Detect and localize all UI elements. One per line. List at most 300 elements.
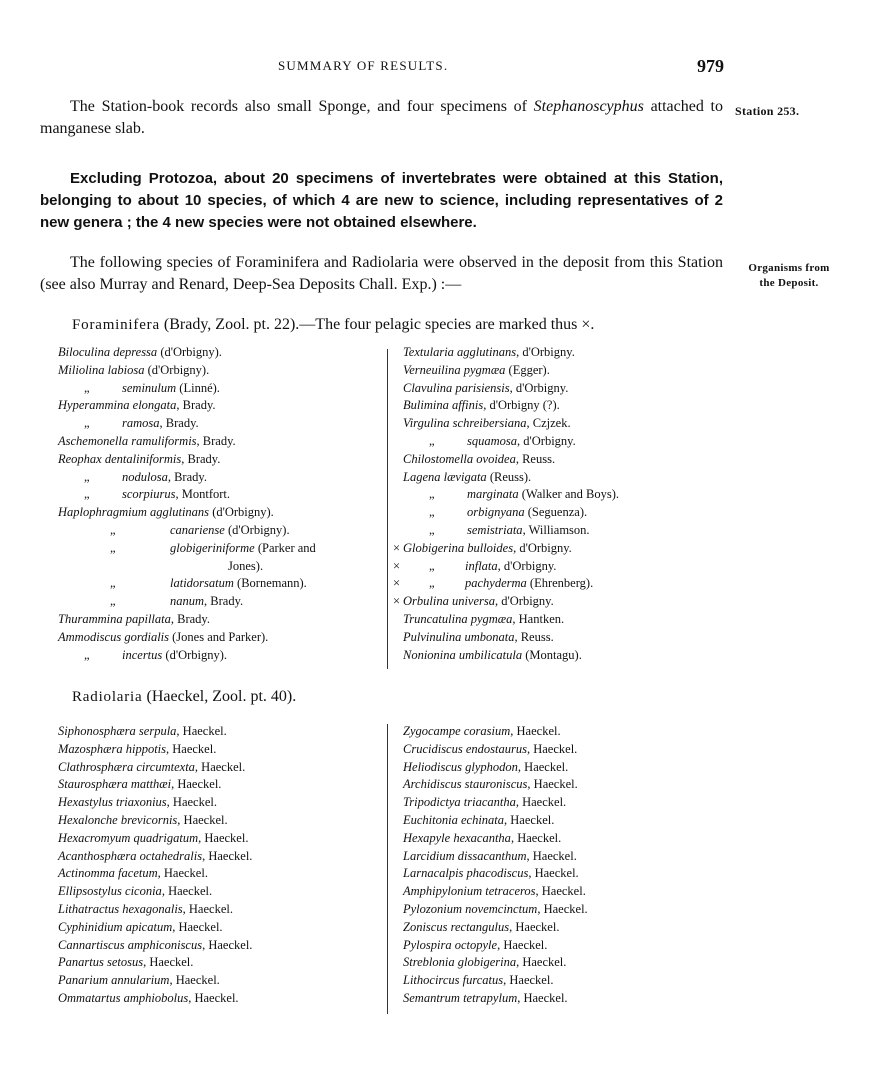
species-text (403, 648, 582, 663)
species-entry (403, 777, 703, 795)
species-author: (Egger). (505, 362, 550, 377)
species-name: Euchitonia echinata (403, 812, 505, 827)
species-text (403, 724, 561, 739)
species-author: (d'Orbigny). (162, 647, 228, 662)
species-text (170, 594, 243, 609)
species-entry (58, 594, 374, 612)
species-entry (58, 523, 374, 541)
species-author: , d'Orbigny. (517, 433, 576, 448)
species-text (58, 849, 252, 864)
species-name: Truncatulina pygmæa (403, 611, 513, 626)
species-author: (Montagu). (522, 647, 582, 662)
species-entry (403, 902, 703, 920)
station-book-genus: Stephanoscyphus (533, 98, 644, 115)
species-name: squamosa (467, 433, 518, 448)
species-entry (403, 920, 703, 938)
species-text (403, 777, 578, 792)
station-book-text: The Station-book records also small Sponge, and four specimens of (70, 98, 534, 115)
species-entry (403, 724, 703, 742)
species-text (403, 452, 555, 467)
species-name: Pylospira octopyle (403, 937, 498, 952)
species-name: latidorsatum (170, 576, 234, 591)
summary-text: Excluding Protozoa, about 20 specimens of invertebrates were obtained at this Station, belonging to about 10 species, of which 4 are new to science, including representatives of 2 new genera ; the 4 new species were not obtained elsewhere. (40, 170, 723, 231)
species-author: , Haeckel. (526, 741, 578, 756)
species-author: , Haeckel. (166, 741, 217, 756)
species-entry (403, 345, 723, 363)
species-text (403, 813, 554, 828)
species-author: , Haeckel. (171, 777, 222, 792)
species-author: , Haeckel. (516, 955, 567, 970)
species-author: , Haeckel. (497, 937, 548, 952)
species-entry (58, 884, 358, 902)
species-text (58, 920, 223, 935)
species-entry (58, 452, 374, 470)
species-text (58, 973, 220, 988)
species-name: marginata (467, 487, 519, 502)
species-text (403, 381, 568, 396)
species-text (467, 434, 576, 449)
species-entry (403, 742, 703, 760)
species-name: Thurammina papillata (58, 611, 171, 626)
species-author: , Hantken. (512, 611, 565, 626)
foraminifera-left-list (58, 345, 374, 665)
species-entry (403, 434, 723, 452)
species-entry (58, 541, 374, 559)
species-author: , Haeckel. (510, 724, 561, 738)
species-text (58, 724, 227, 739)
species-text (58, 398, 216, 413)
species-author: (Ehrenberg). (526, 576, 594, 591)
species-entry (58, 612, 374, 630)
species-name: Bulimina affinis (403, 398, 484, 413)
species-text (58, 777, 221, 792)
species-text (403, 831, 561, 846)
species-text (58, 363, 209, 378)
species-text (58, 630, 268, 645)
species-entry (58, 902, 358, 920)
species-author: , Haeckel. (177, 812, 228, 827)
species-name: Clavulina parisiensis (403, 380, 510, 395)
species-text (58, 955, 193, 970)
species-text (170, 576, 307, 591)
species-text (403, 742, 577, 757)
species-entry (403, 398, 723, 416)
ditto-mark: „ (110, 576, 116, 591)
species-entry (58, 505, 374, 523)
species-name: semistriata (467, 522, 523, 537)
species-entry (58, 345, 374, 363)
species-text (58, 866, 208, 881)
species-name: Hexapyle hexacantha (403, 830, 511, 845)
species-name: Tripodictya triacantha (403, 795, 516, 810)
species-text (403, 363, 550, 378)
page-number: 979 (697, 56, 724, 76)
species-text (170, 523, 290, 538)
species-author: (Linné). (176, 380, 220, 395)
species-text (403, 938, 547, 953)
species-author: , Haeckel. (517, 990, 568, 1005)
species-entry (58, 920, 358, 938)
species-entry (403, 831, 703, 849)
species-name: Pylozonium novemcinctum (403, 901, 538, 916)
ditto-mark: „ (84, 487, 90, 502)
species-author: (d'Orbigny). (144, 362, 210, 377)
species-entry (58, 434, 374, 452)
species-author: , d'Orbigny. (495, 594, 554, 609)
species-entry (403, 866, 703, 884)
species-name: Hexastylus triaxonius (58, 795, 167, 810)
ditto-mark: „ (429, 558, 435, 573)
species-author: , Brady. (170, 611, 210, 626)
species-author: , Haeckel. (176, 724, 227, 738)
species-author: , Haeckel. (143, 955, 194, 970)
species-name: Lithatractus hexagonalis (58, 901, 183, 916)
species-author: , d'Orbigny. (516, 345, 575, 359)
species-text (403, 612, 564, 627)
species-author: , Haeckel. (535, 884, 586, 899)
summary-paragraph (40, 168, 723, 234)
species-author: , Brady. (204, 594, 244, 609)
species-text (58, 831, 248, 846)
species-text (58, 612, 210, 627)
column-divider (387, 724, 388, 1014)
species-author: (Parker and (254, 540, 316, 555)
species-text (403, 866, 579, 881)
species-name: Panarium annularium (58, 973, 170, 988)
species-text (58, 991, 239, 1006)
species-text (467, 487, 619, 502)
species-entry (403, 991, 703, 1009)
species-text (403, 849, 577, 864)
species-author: , Haeckel. (188, 990, 239, 1005)
species-author: , Brady. (176, 398, 216, 413)
species-name: Verneuilina pygmæa (403, 362, 506, 377)
species-author: , Williamson. (522, 522, 590, 537)
species-author: , Haeckel. (157, 866, 208, 881)
sidenote-organisms-line: Organisms from (748, 262, 830, 274)
ditto-mark: „ (429, 522, 435, 537)
species-author: , Haeckel. (510, 830, 562, 845)
species-text (58, 452, 220, 467)
foraminifera-right-list (393, 345, 723, 665)
ditto-mark: „ (429, 576, 435, 591)
species-name: Larcidium dissacanthum (403, 848, 527, 863)
species-name: Haplophragmium agglutinans (58, 505, 210, 520)
species-entry (393, 594, 723, 612)
species-text (58, 902, 233, 917)
species-entry (58, 777, 358, 795)
species-name: Semantrum tetrapylum (403, 990, 518, 1005)
radiolaria-heading-name: Radiolaria (72, 689, 143, 705)
species-author: (Jones and Parker). (169, 629, 269, 644)
species-entry (58, 724, 358, 742)
species-entry (403, 648, 723, 666)
species-author: , Haeckel. (528, 866, 579, 881)
species-entry (58, 648, 374, 666)
species-text (403, 416, 571, 431)
species-author: , Haeckel. (198, 830, 249, 845)
species-text (403, 955, 566, 970)
ditto-mark: „ (110, 540, 116, 555)
species-author: , Haeckel. (202, 848, 253, 863)
species-entry (58, 760, 358, 778)
species-name: canariense (170, 522, 225, 537)
ditto-mark: „ (110, 594, 116, 609)
species-author: (Bornemann). (233, 576, 307, 591)
species-name: Zygocampe corasium (403, 724, 511, 738)
species-text (465, 559, 556, 574)
species-name: nanum (170, 594, 205, 609)
ditto-mark: „ (84, 416, 90, 431)
species-text (58, 813, 228, 828)
species-name: inflata (465, 558, 498, 573)
deposit-intro-text: The following species of Foraminifera and Radiolaria were observed in the deposit from this Station (see also Murray and Renard, Deep-Sea Deposits Chall. Exp.) :— (40, 254, 723, 293)
species-name: ramosa (122, 416, 160, 431)
species-text (58, 505, 274, 520)
species-text (122, 648, 227, 663)
species-author: , Haeckel. (503, 973, 554, 988)
species-name: scorpiurus (122, 487, 176, 502)
species-author: , Haeckel. (504, 812, 555, 827)
species-name: Mazosphæra hippotis (58, 741, 167, 756)
species-text (58, 795, 217, 810)
species-name: seminulum (122, 380, 177, 395)
sidenote-organisms-line: the Deposit. (759, 277, 819, 289)
foraminifera-heading (72, 316, 594, 334)
species-entry (58, 973, 358, 991)
sidenote-station: Station 253. (735, 104, 800, 118)
ditto-mark: „ (429, 433, 435, 448)
station-book-text-end: attached to manganese slab. (40, 98, 723, 137)
species-text (58, 884, 212, 899)
species-author: , Brady. (196, 433, 236, 448)
species-author: , Haeckel. (161, 884, 213, 899)
species-name: Ommatartus amphiobolus (58, 990, 189, 1005)
species-name: Archidiscus stauroniscus (403, 777, 528, 792)
species-name: Cyphinidium apicatum (58, 919, 173, 934)
pelagic-mark: × (393, 594, 401, 609)
species-text (122, 487, 230, 502)
species-entry (58, 487, 374, 505)
species-author: , d'Orbigny. (509, 380, 569, 395)
species-text (403, 541, 572, 556)
species-name: globigeriniforme (170, 540, 255, 555)
species-name: Virgulina schreibersiana (403, 416, 527, 431)
species-text (403, 345, 575, 360)
pelagic-mark: × (393, 558, 401, 573)
species-name: Lagena lævigata (403, 469, 487, 484)
species-text (122, 416, 199, 431)
species-name: Hexalonche brevicornis (58, 812, 178, 827)
species-author: (Walker and Boys). (518, 487, 619, 502)
species-entry (58, 955, 358, 973)
species-name: Streblonia globigerina (403, 955, 517, 970)
species-entry (58, 363, 374, 381)
species-entry (58, 991, 358, 1009)
species-name: nodulosa (122, 469, 168, 484)
species-author: , Haeckel. (509, 919, 560, 934)
species-entry (403, 884, 703, 902)
species-entry (403, 760, 703, 778)
species-name: Clathrosphæra circumtexta (58, 759, 195, 774)
species-name: Larnacalpis phacodiscus (403, 866, 529, 881)
species-author: (Seguenza). (524, 505, 588, 520)
species-entry (58, 742, 358, 760)
species-name: Orbulina universa (403, 594, 496, 609)
species-name: pachyderma (465, 576, 527, 591)
species-entry (403, 381, 723, 399)
species-entry (58, 938, 358, 956)
ditto-mark: „ (84, 469, 90, 484)
species-author: (d'Orbigny). (209, 505, 274, 520)
species-entry (403, 795, 703, 813)
species-name: Amphipylonium tetraceros (403, 884, 536, 899)
species-author: , Haeckel. (166, 795, 217, 810)
column-divider (387, 349, 388, 669)
radiolaria-heading (72, 688, 296, 706)
species-author: , Haeckel. (517, 759, 569, 774)
species-text (170, 541, 316, 556)
radiolaria-heading-rest: (Haeckel, Zool. pt. 40). (142, 688, 297, 705)
species-author: , Brady. (181, 451, 221, 466)
species-name: Pulvinulina umbonata (403, 629, 515, 644)
species-entry (403, 487, 723, 505)
species-name: Nonionina umbilicatula (403, 647, 523, 662)
species-author: , Haeckel. (172, 919, 223, 934)
species-entry (58, 630, 374, 648)
species-author: , Haeckel. (194, 759, 246, 774)
species-author: , Haeckel. (527, 777, 578, 792)
radiolaria-left-list (58, 724, 358, 1009)
species-name: Hexacromyum quadrigatum (58, 830, 199, 845)
species-author: , Czjzek. (526, 416, 571, 431)
species-name: Staurosphæra matthæi (58, 777, 172, 792)
species-name: Globigerina bulloides (403, 540, 514, 555)
species-entry (403, 612, 723, 630)
species-name: Biloculina depressa (58, 345, 158, 359)
species-entry (403, 849, 703, 867)
species-name: Reophax dentaliniformis (58, 451, 182, 466)
species-author: , Haeckel. (537, 901, 588, 916)
species-entry (403, 973, 703, 991)
deposit-intro-paragraph (40, 252, 723, 296)
species-entry (403, 813, 703, 831)
species-name: Siphonosphæra serpula (58, 724, 177, 738)
pelagic-mark: × (393, 540, 401, 555)
sidenote-organisms (737, 261, 841, 291)
species-entry (58, 398, 374, 416)
species-author: , Haeckel. (169, 973, 220, 988)
species-entry (393, 576, 723, 594)
species-entry (58, 849, 358, 867)
species-text (403, 920, 559, 935)
species-text (58, 434, 236, 449)
species-entry (403, 452, 723, 470)
species-entry (58, 813, 358, 831)
species-name: Heliodiscus glyphodon (403, 759, 518, 774)
species-entry (403, 938, 703, 956)
species-text (403, 594, 554, 609)
species-author: , Brady. (167, 469, 207, 484)
species-entry (58, 795, 358, 813)
pelagic-mark: × (393, 576, 401, 591)
species-name: Acanthosphæra octahedralis (58, 848, 203, 863)
species-author: , Haeckel. (515, 795, 567, 810)
species-entry (403, 955, 703, 973)
species-text (403, 398, 560, 413)
species-author: , Montfort. (175, 487, 230, 502)
species-entry (393, 558, 723, 577)
species-text (403, 470, 531, 485)
species-text (403, 902, 588, 917)
species-name: Cannartiscus amphiconiscus (58, 937, 203, 952)
species-name: Textularia agglutinans (403, 345, 517, 359)
ditto-mark: „ (429, 487, 435, 502)
species-author: (d'Orbigny). (157, 345, 222, 359)
species-entry (58, 559, 374, 577)
species-name: orbignyana (467, 505, 525, 520)
ditto-mark: „ (84, 647, 90, 662)
species-text (465, 576, 593, 591)
species-text (58, 345, 222, 360)
species-author: , d'Orbigny. (497, 558, 557, 573)
foraminifera-heading-rest: (Brady, Zool. pt. 22).—The four pelagic species are marked thus ×. (159, 316, 595, 333)
species-text (403, 991, 568, 1006)
species-author: , Haeckel. (526, 848, 577, 863)
species-name: Hyperammina elongata (58, 398, 177, 413)
species-author: , Haeckel. (182, 901, 233, 916)
ditto-mark: „ (110, 522, 116, 537)
species-author: (Reuss). (486, 469, 532, 484)
species-entry (403, 630, 723, 648)
species-entry (58, 576, 374, 594)
species-entry (403, 470, 723, 488)
species-entry (403, 505, 723, 523)
species-name: Panartus setosus (58, 955, 144, 970)
species-name: Ellipsostylus ciconia (58, 884, 162, 899)
species-text (403, 973, 553, 988)
species-entry (403, 363, 723, 381)
station-book-paragraph (40, 96, 723, 140)
species-name: incertus (122, 647, 163, 662)
species-text (403, 760, 568, 775)
species-name: Ammodiscus gordialis (58, 629, 169, 644)
species-text (467, 505, 587, 520)
species-author: , Reuss. (514, 629, 554, 644)
species-entry (403, 523, 723, 541)
species-entry (58, 470, 374, 488)
species-author: , Reuss. (515, 451, 556, 466)
species-text (122, 470, 207, 485)
species-text (58, 938, 252, 953)
species-text (403, 884, 586, 899)
species-text (403, 795, 566, 810)
species-name: Zoniscus rectangulus (403, 919, 510, 934)
species-author: , d'Orbigny. (513, 540, 572, 555)
species-text (122, 381, 220, 396)
ditto-mark: „ (429, 505, 435, 520)
species-author: Jones). (228, 558, 264, 573)
species-name: Lithocircus furcatus (403, 973, 504, 988)
species-entry (58, 831, 358, 849)
species-name: Actinomma facetum (58, 866, 158, 881)
species-author: , Brady. (159, 416, 199, 431)
radiolaria-right-list (403, 724, 703, 1009)
species-text (467, 523, 590, 538)
species-name: Crucidiscus endostaurus (403, 741, 527, 756)
species-entry (403, 416, 723, 434)
foraminifera-heading-name: Foraminifera (72, 317, 160, 333)
